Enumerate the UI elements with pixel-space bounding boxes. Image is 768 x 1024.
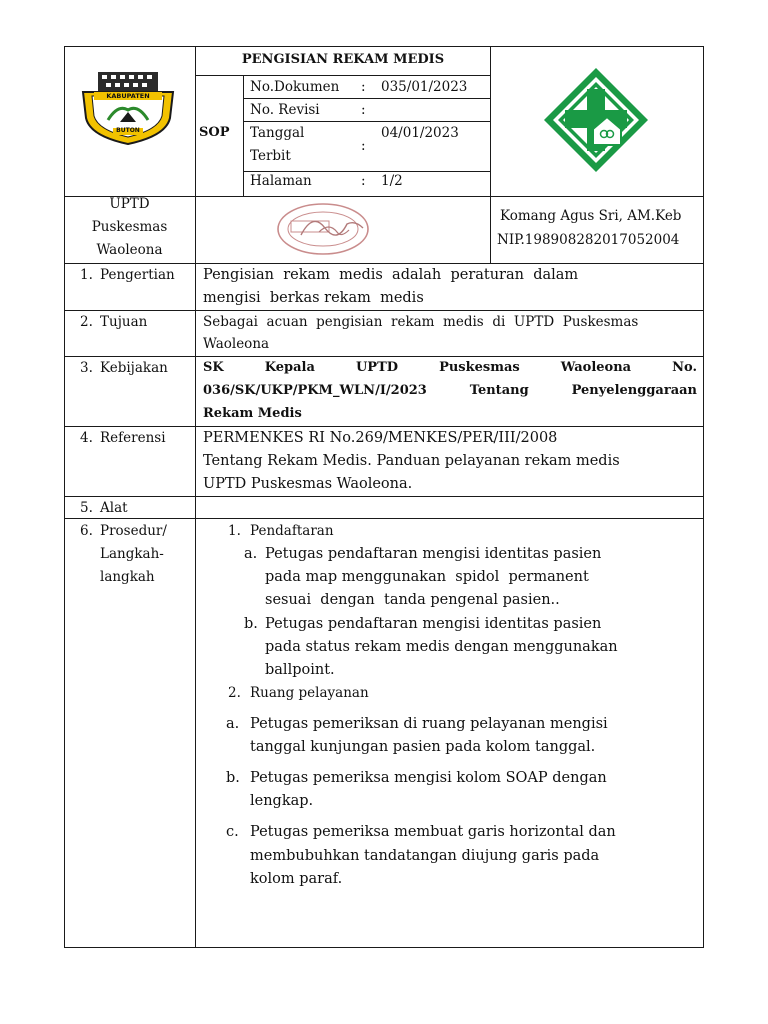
field-sep: : — [361, 102, 366, 118]
puskesmas-cross-logo-icon — [541, 65, 651, 175]
policy-word: Penyelenggaraan — [571, 383, 697, 398]
procedure-number: 2. — [228, 685, 241, 701]
field-value: 1/2 — [381, 173, 403, 189]
section-text: Waoleona — [203, 336, 270, 352]
procedure-step-text: sesuai dengan tanda pengenal pasien.. — [265, 592, 560, 608]
policy-word: Puskesmas — [439, 360, 520, 375]
unit-name-line1: UPTD — [109, 196, 150, 212]
signer-nip: NIP.198908282017052004 — [497, 232, 680, 248]
policy-word: Kepala — [264, 360, 315, 375]
section-label: Kebijakan — [100, 360, 168, 376]
procedure-number: 1. — [228, 523, 241, 539]
section-label: Langkah- — [100, 546, 164, 562]
procedure-step-mark: a. — [226, 716, 240, 732]
procedure-title: Ruang pelayanan — [250, 685, 369, 701]
procedure-title: Pendaftaran — [250, 523, 334, 539]
section-label: Tujuan — [100, 314, 148, 330]
section-text: Sebagai acuan pengisian rekam medis di UPTD Puskesmas — [203, 314, 639, 330]
border-right — [703, 46, 704, 948]
policy-word: UPTD — [355, 360, 399, 375]
sop-divider — [243, 75, 244, 196]
section-label: Prosedur/ — [100, 523, 167, 539]
policy-word: Tentang — [469, 383, 529, 398]
section-text: UPTD Puskesmas Waoleona. — [203, 476, 413, 492]
border-bottom — [64, 947, 704, 948]
signer-divider — [490, 196, 491, 263]
crest-text-top: KABUPATEN — [106, 92, 150, 100]
procedure-step-text: ballpoint. — [265, 662, 335, 678]
section-number: 4. — [80, 430, 93, 446]
procedure-step-text: Petugas pemeriksa mengisi kolom SOAP dengan — [250, 770, 607, 786]
section-label: Alat — [100, 500, 128, 516]
row-line-4 — [64, 496, 704, 497]
section-number: 2. — [80, 314, 93, 330]
field-label-line1: Tanggal — [250, 125, 305, 141]
section-text: PERMENKES RI No.269/MENKES/PER/III/2008 — [203, 430, 558, 446]
section-number: 6. — [80, 523, 93, 539]
section-text: Pengisian rekam medis adalah peraturan dalam — [203, 267, 579, 283]
procedure-step-text: tanggal kunjungan pasien pada kolom tanggal. — [250, 739, 596, 755]
official-stamp-signature-icon — [275, 202, 371, 256]
section-text: mengisi berkas rekam medis — [203, 290, 424, 306]
procedure-step-text: Petugas pendaftaran mengisi identitas pasien — [265, 546, 602, 562]
field-sep: : — [361, 173, 366, 189]
procedure-step-mark: b. — [226, 770, 240, 786]
procedure-step-mark: b. — [244, 616, 258, 632]
section-number: 5. — [80, 500, 93, 516]
section-label: Referensi — [100, 430, 166, 446]
field-label: Halaman — [250, 173, 312, 189]
field-sep: : — [361, 79, 366, 95]
document-title: PENGISIAN REKAM MEDIS — [241, 52, 445, 67]
procedure-step-text: Petugas pemeriksa membuat garis horizontal dan — [250, 824, 616, 840]
sop-label: SOP — [199, 125, 230, 140]
policy-line-3: Rekam Medis — [203, 406, 302, 421]
procedure-step-text: pada map menggunakan spidol permanent — [265, 569, 589, 585]
field-label: No.Dokumen — [250, 79, 340, 95]
procedure-step-text: lengkap. — [250, 793, 314, 809]
section-number: 1. — [80, 267, 93, 283]
procedure-step-text: kolom paraf. — [250, 871, 343, 887]
unit-name-line3: Waoleona — [96, 242, 163, 258]
field-sep: : — [361, 138, 366, 154]
kabupaten-buton-crest-icon — [78, 70, 178, 145]
border-top — [64, 46, 704, 47]
section-label: Pengertian — [100, 267, 175, 283]
column-divider — [195, 46, 196, 948]
field-label-line2: Terbit — [250, 148, 291, 164]
row-line-5 — [64, 518, 704, 519]
policy-line-1 — [203, 357, 697, 379]
policy-line-2 — [203, 380, 697, 402]
procedure-step-text: membubuhkan tandatangan diujung garis pada — [250, 848, 600, 864]
procedure-step-text: pada status rekam medis dengan menggunakan — [265, 639, 618, 655]
procedure-step-mark: a. — [244, 546, 258, 562]
field-value: 04/01/2023 — [381, 125, 459, 141]
policy-number: 036/SK/UKP/PKM_WLN/I/2023 — [203, 383, 427, 398]
procedure-step-text: Petugas pendaftaran mengisi identitas pasien — [265, 616, 602, 632]
signer-name: Komang Agus Sri, AM.Keb — [500, 208, 682, 224]
field-label: No. Revisi — [250, 102, 320, 118]
section-number: 3. — [80, 360, 93, 376]
policy-word: Waoleona — [560, 360, 632, 375]
procedure-step-mark: c. — [226, 824, 239, 840]
procedure-step-text: Petugas pemeriksan di ruang pelayanan mengisi — [250, 716, 608, 732]
border-left — [64, 46, 65, 948]
crest-text-bottom: BUTON — [116, 127, 140, 134]
policy-word: No. — [672, 360, 697, 375]
section-text: Tentang Rekam Medis. Panduan pelayanan rekam medis — [203, 453, 620, 469]
unit-name-line2: Puskesmas — [91, 219, 168, 235]
section-label: langkah — [100, 569, 155, 585]
policy-word: SK — [203, 360, 224, 375]
field-value: 035/01/2023 — [381, 79, 468, 95]
